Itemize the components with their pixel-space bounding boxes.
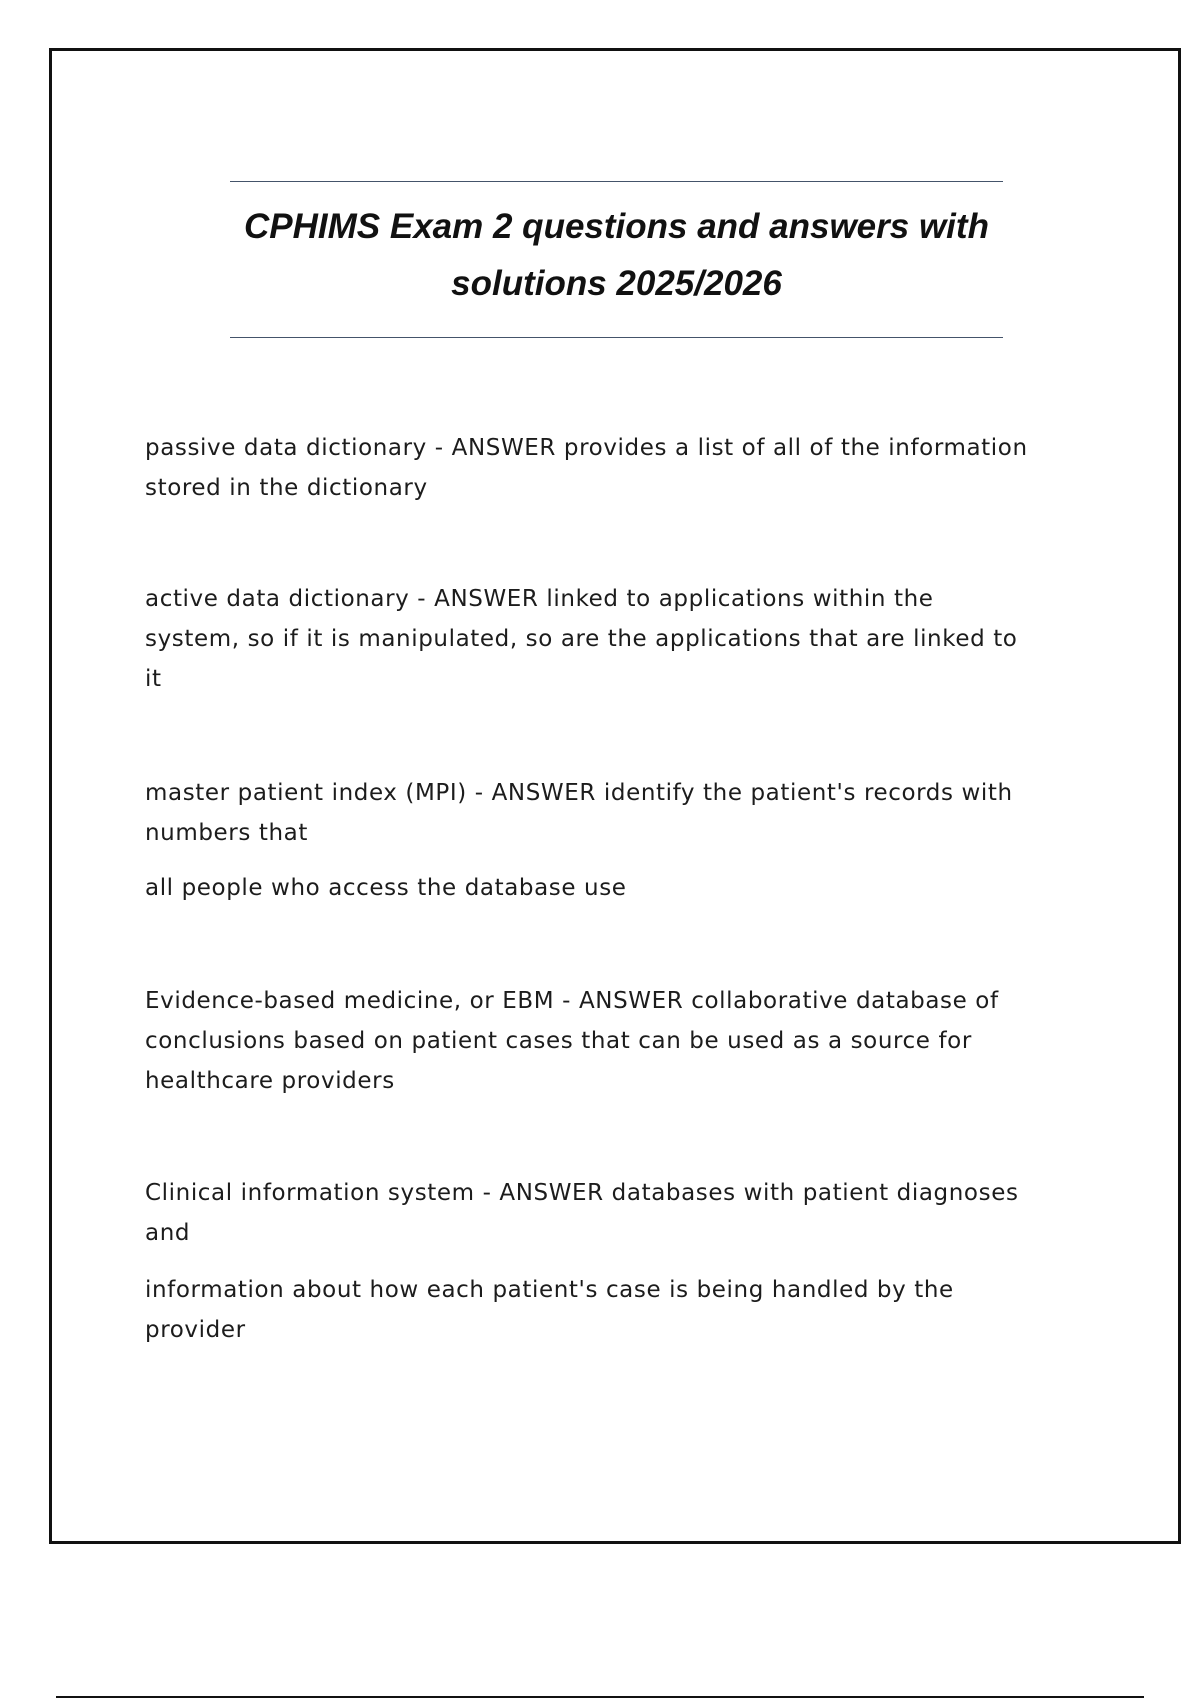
entry-line: passive data dictionary - ANSWER provides a list of all of the information [145,435,1028,461]
entry-line: conclusions based on patient cases that can be used as a source for [145,1028,972,1054]
entry-line: healthcare providers [145,1068,395,1094]
title-line-1: CPHIMS Exam 2 questions and answers with [244,207,989,246]
qa-entry-continuation [145,1270,1095,1350]
entry-line: Clinical information system - ANSWER databases with patient diagnoses [145,1180,1019,1206]
entry-line: information about how each patient's case is being handled by the [145,1277,954,1303]
entry-line: all people who access the database use [145,875,627,901]
entry-line: master patient index (MPI) - ANSWER identify the patient's records with [145,780,1013,806]
title-rule-bottom [230,337,1003,338]
entry-line: it [145,666,162,692]
qa-entry-master-patient-index [145,773,1095,853]
bottom-rule [56,1696,1144,1698]
title-rule-top [230,181,1003,182]
entry-line: provider [145,1317,246,1343]
qa-entry-clinical-information-system [145,1173,1095,1253]
entry-line: system, so if it is manipulated, so are the applications that are linked to [145,626,1018,652]
entry-line: Evidence-based medicine, or EBM - ANSWER collaborative database of [145,988,999,1014]
qa-entry-evidence-based-medicine [145,981,1095,1101]
entry-line: active data dictionary - ANSWER linked to applications within the [145,586,934,612]
qa-entry-continuation [145,868,1095,908]
document-title [200,198,1033,312]
qa-entry-active-data-dictionary [145,579,1095,699]
entry-line: numbers that [145,820,308,846]
title-line-2: solutions 2025/2026 [451,264,782,303]
qa-entry-passive-data-dictionary [145,428,1095,508]
entry-line: and [145,1220,191,1246]
entry-line: stored in the dictionary [145,475,428,501]
